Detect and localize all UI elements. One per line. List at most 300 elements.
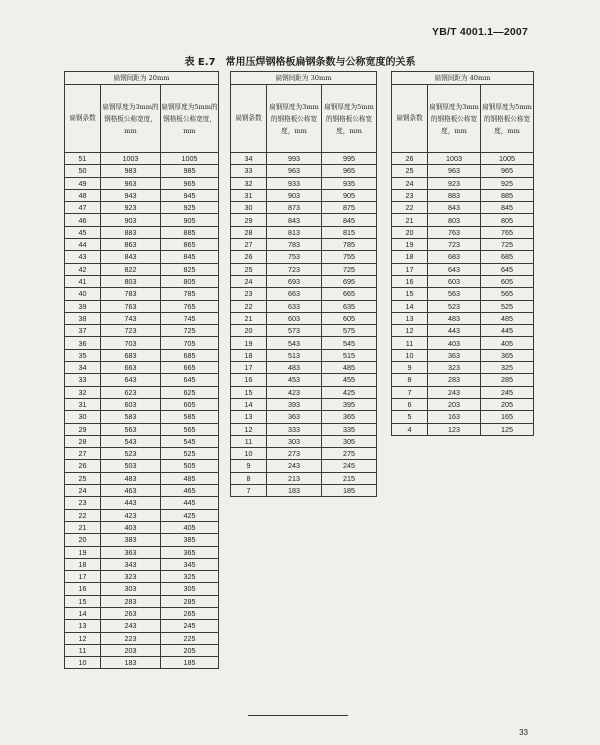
- width-5mm-cell: 725: [322, 263, 377, 275]
- table-row: [65, 251, 219, 263]
- width-3mm-cell: 263: [101, 607, 161, 619]
- table-row: [65, 288, 219, 300]
- width-5mm-cell: 215: [322, 472, 377, 484]
- count-cell: 16: [392, 275, 428, 287]
- table-row: [392, 300, 534, 312]
- width-5mm-cell: 525: [161, 448, 219, 460]
- width-5mm-cell: 805: [161, 275, 219, 287]
- width-5mm-cell: 665: [322, 288, 377, 300]
- width-5mm-cell: 275: [322, 448, 377, 460]
- table-row: [231, 337, 377, 349]
- width-5mm-cell: 405: [161, 521, 219, 533]
- width-3mm-cell: 903: [101, 214, 161, 226]
- table-row: [392, 177, 534, 189]
- width-5mm-cell: 405: [481, 337, 534, 349]
- table-row: [65, 485, 219, 497]
- count-cell: 17: [392, 263, 428, 275]
- count-cell: 51: [65, 153, 101, 165]
- width-3mm-cell: 1003: [428, 153, 481, 165]
- width-3mm-cell: 583: [101, 411, 161, 423]
- width-5mm-cell: 185: [322, 485, 377, 497]
- width-3mm-cell: 243: [428, 386, 481, 398]
- width-5mm-cell: 925: [481, 177, 534, 189]
- count-cell: 23: [231, 288, 267, 300]
- width-5mm-cell: 265: [161, 607, 219, 619]
- table-title: 常用压焊钢格板扁钢条数与公称宽度的关系: [225, 57, 416, 68]
- count-header: 扁钢条数: [231, 85, 267, 153]
- table-row: [231, 275, 377, 287]
- width-3mm-cell: 383: [101, 534, 161, 546]
- count-cell: 24: [392, 177, 428, 189]
- width-5mm-cell: 485: [481, 312, 534, 324]
- table-row: [231, 312, 377, 324]
- table-row: [65, 644, 219, 656]
- width-3mm-cell: 563: [101, 423, 161, 435]
- width-5mm-cell: 695: [322, 275, 377, 287]
- width-5mm-cell: 765: [481, 226, 534, 238]
- width-3mm-cell: 763: [428, 226, 481, 238]
- spacing-header: 扁钢间距为 40mm: [392, 72, 534, 85]
- width-5mm-cell: 605: [481, 275, 534, 287]
- count-cell: 20: [65, 534, 101, 546]
- width-3mm-cell: 163: [428, 411, 481, 423]
- table-row: [392, 251, 534, 263]
- count-cell: 44: [65, 239, 101, 251]
- width-5mm-cell: 805: [481, 214, 534, 226]
- width-5mm-cell: 485: [322, 362, 377, 374]
- table-row: [65, 534, 219, 546]
- width-3mm-cell: 423: [267, 386, 322, 398]
- table-row: [65, 202, 219, 214]
- table-row: [65, 571, 219, 583]
- table-row: [65, 398, 219, 410]
- count-cell: 19: [65, 546, 101, 558]
- width-3mm-cell: 723: [267, 263, 322, 275]
- table-row: [231, 214, 377, 226]
- count-cell: 17: [231, 362, 267, 374]
- count-cell: 9: [392, 362, 428, 374]
- width-3mm-cell: 203: [101, 644, 161, 656]
- width-5mm-cell: 745: [161, 312, 219, 324]
- width-5mm-cell: 885: [161, 226, 219, 238]
- count-cell: 16: [231, 374, 267, 386]
- count-cell: 22: [65, 509, 101, 521]
- table-row: [65, 153, 219, 165]
- table-row: [392, 398, 534, 410]
- count-cell: 20: [392, 226, 428, 238]
- count-cell: 19: [392, 239, 428, 251]
- width-3mm-cell: 1003: [101, 153, 161, 165]
- width-3mm-cell: 993: [267, 153, 322, 165]
- width-3mm-cell: 563: [428, 288, 481, 300]
- width-3mm-cell: 603: [101, 398, 161, 410]
- table-row: [392, 337, 534, 349]
- count-cell: 21: [392, 214, 428, 226]
- width-3mm-cell: 573: [267, 325, 322, 337]
- count-cell: 37: [65, 325, 101, 337]
- width-5mm-cell: 905: [322, 189, 377, 201]
- table-row: [65, 189, 219, 201]
- width-5mm-cell: 965: [161, 177, 219, 189]
- width-3mm-cell: 763: [101, 300, 161, 312]
- table-number: 表 E.7: [184, 57, 216, 68]
- width-3mm-cell: 363: [428, 349, 481, 361]
- width-5mm-cell: 285: [161, 595, 219, 607]
- width-5mm-cell: 935: [322, 177, 377, 189]
- width-5mm-cell: 425: [161, 509, 219, 521]
- count-cell: 25: [392, 165, 428, 177]
- width-5mm-cell: 645: [161, 374, 219, 386]
- width-3mm-cell: 243: [267, 460, 322, 472]
- width-5mm-cell: 465: [161, 485, 219, 497]
- table-row: [65, 263, 219, 275]
- table-row: [65, 583, 219, 595]
- width-3mm-cell: 843: [267, 214, 322, 226]
- table-row: [392, 214, 534, 226]
- width-3mm-cell: 393: [267, 398, 322, 410]
- width-3mm-cell: 223: [101, 632, 161, 644]
- width-3mm-cell: 463: [101, 485, 161, 497]
- table-row: [392, 202, 534, 214]
- count-cell: 39: [65, 300, 101, 312]
- count-cell: 23: [65, 497, 101, 509]
- width-3mm-cell: 903: [267, 189, 322, 201]
- width-5mm-cell: 945: [161, 189, 219, 201]
- width-3mm-cell: 523: [101, 448, 161, 460]
- table-row: [65, 460, 219, 472]
- table-row: [65, 312, 219, 324]
- count-cell: 18: [392, 251, 428, 263]
- width-5mm-header: 扁钢厚度为5mm的钢格板公称宽度，mm: [481, 85, 534, 153]
- width-3mm-cell: 123: [428, 423, 481, 435]
- count-cell: 30: [65, 411, 101, 423]
- count-cell: 28: [231, 226, 267, 238]
- table-row: [231, 435, 377, 447]
- count-cell: 18: [231, 349, 267, 361]
- width-3mm-cell: 963: [428, 165, 481, 177]
- footer-rule: [248, 715, 348, 716]
- width-3mm-cell: 203: [428, 398, 481, 410]
- width-3mm-cell: 643: [101, 374, 161, 386]
- width-5mm-cell: 365: [161, 546, 219, 558]
- width-3mm-cell: 513: [267, 349, 322, 361]
- table-row: [231, 472, 377, 484]
- width-5mm-cell: 965: [322, 165, 377, 177]
- width-3mm-cell: 963: [101, 177, 161, 189]
- count-cell: 26: [231, 251, 267, 263]
- width-3mm-cell: 483: [428, 312, 481, 324]
- count-cell: 43: [65, 251, 101, 263]
- width-3mm-cell: 243: [101, 620, 161, 632]
- count-cell: 14: [65, 607, 101, 619]
- count-cell: 29: [231, 214, 267, 226]
- count-cell: 14: [231, 398, 267, 410]
- table-row: [231, 288, 377, 300]
- table-row: [65, 214, 219, 226]
- count-cell: 26: [65, 460, 101, 472]
- width-3mm-cell: 303: [101, 583, 161, 595]
- width-5mm-cell: 325: [161, 571, 219, 583]
- table-spacing-40mm: [391, 71, 534, 436]
- width-5mm-cell: 225: [161, 632, 219, 644]
- width-5mm-cell: 925: [161, 202, 219, 214]
- table-row: [392, 226, 534, 238]
- width-3mm-cell: 663: [101, 362, 161, 374]
- width-5mm-cell: 245: [161, 620, 219, 632]
- width-5mm-header: 扁钢厚度为5mm的钢格板公称宽度，mm: [161, 85, 219, 153]
- width-3mm-cell: 543: [101, 435, 161, 447]
- count-cell: 42: [65, 263, 101, 275]
- width-5mm-cell: 825: [161, 263, 219, 275]
- table-row: [392, 275, 534, 287]
- width-3mm-cell: 303: [267, 435, 322, 447]
- width-3mm-cell: 693: [267, 275, 322, 287]
- width-5mm-cell: 565: [161, 423, 219, 435]
- count-cell: 7: [231, 485, 267, 497]
- width-3mm-cell: 283: [428, 374, 481, 386]
- table-row: [65, 657, 219, 669]
- width-3mm-cell: 873: [267, 202, 322, 214]
- count-cell: 22: [231, 300, 267, 312]
- table-row: [65, 177, 219, 189]
- width-5mm-cell: 1005: [161, 153, 219, 165]
- table-row: [392, 386, 534, 398]
- table-row: [231, 398, 377, 410]
- count-cell: 34: [231, 153, 267, 165]
- width-3mm-cell: 923: [101, 202, 161, 214]
- count-cell: 19: [231, 337, 267, 349]
- table-row: [231, 165, 377, 177]
- width-3mm-cell: 963: [267, 165, 322, 177]
- width-5mm-cell: 905: [161, 214, 219, 226]
- width-3mm-cell: 843: [101, 251, 161, 263]
- table-row: [231, 239, 377, 251]
- count-cell: 13: [392, 312, 428, 324]
- table-row: [65, 325, 219, 337]
- spacing-header: 扁钢间距为 20mm: [65, 72, 219, 85]
- count-cell: 40: [65, 288, 101, 300]
- table-row: [392, 165, 534, 177]
- table-row: [231, 153, 377, 165]
- count-cell: 11: [65, 644, 101, 656]
- count-cell: 21: [231, 312, 267, 324]
- width-3mm-cell: 683: [428, 251, 481, 263]
- width-5mm-cell: 845: [481, 202, 534, 214]
- table-row: [65, 300, 219, 312]
- width-5mm-cell: 565: [481, 288, 534, 300]
- table-row: [65, 226, 219, 238]
- table-row: [231, 226, 377, 238]
- table-row: [231, 325, 377, 337]
- count-cell: 49: [65, 177, 101, 189]
- table-row: [392, 239, 534, 251]
- table-row: [392, 325, 534, 337]
- count-cell: 32: [65, 386, 101, 398]
- page-number: 33: [519, 728, 528, 737]
- width-3mm-cell: 883: [101, 226, 161, 238]
- count-cell: 14: [392, 300, 428, 312]
- table-row: [65, 386, 219, 398]
- table-row: [65, 423, 219, 435]
- width-5mm-cell: 245: [481, 386, 534, 398]
- width-3mm-cell: 783: [267, 239, 322, 251]
- count-cell: 26: [392, 153, 428, 165]
- table-spacing-20mm: [64, 71, 219, 669]
- count-cell: 15: [231, 386, 267, 398]
- count-header: 扁钢条数: [392, 85, 428, 153]
- width-5mm-cell: 685: [161, 349, 219, 361]
- width-3mm-cell: 483: [267, 362, 322, 374]
- count-cell: 12: [392, 325, 428, 337]
- table-row: [392, 374, 534, 386]
- width-5mm-cell: 725: [161, 325, 219, 337]
- table-row: [65, 509, 219, 521]
- table-row: [65, 472, 219, 484]
- width-5mm-cell: 165: [481, 411, 534, 423]
- count-cell: 29: [65, 423, 101, 435]
- width-3mm-cell: 983: [101, 165, 161, 177]
- width-3mm-cell: 543: [267, 337, 322, 349]
- table-caption: [0, 53, 600, 68]
- width-3mm-cell: 643: [428, 263, 481, 275]
- count-header: 扁钢条数: [65, 85, 101, 153]
- table-row: [65, 165, 219, 177]
- count-cell: 10: [65, 657, 101, 669]
- width-3mm-cell: 703: [101, 337, 161, 349]
- table-row: [392, 423, 534, 435]
- count-cell: 36: [65, 337, 101, 349]
- count-cell: 11: [392, 337, 428, 349]
- width-3mm-cell: 363: [101, 546, 161, 558]
- width-5mm-cell: 335: [322, 423, 377, 435]
- width-5mm-cell: 725: [481, 239, 534, 251]
- width-5mm-cell: 625: [161, 386, 219, 398]
- width-5mm-cell: 645: [481, 263, 534, 275]
- width-3mm-cell: 343: [101, 558, 161, 570]
- count-cell: 47: [65, 202, 101, 214]
- width-3mm-cell: 623: [101, 386, 161, 398]
- table-row: [392, 263, 534, 275]
- table-row: [65, 411, 219, 423]
- width-5mm-cell: 605: [322, 312, 377, 324]
- table-row: [231, 300, 377, 312]
- width-3mm-cell: 273: [267, 448, 322, 460]
- width-5mm-cell: 205: [481, 398, 534, 410]
- table-body: [231, 153, 377, 497]
- count-cell: 48: [65, 189, 101, 201]
- count-cell: 24: [231, 275, 267, 287]
- width-5mm-cell: 455: [322, 374, 377, 386]
- count-cell: 10: [392, 349, 428, 361]
- width-5mm-cell: 575: [322, 325, 377, 337]
- width-5mm-cell: 685: [481, 251, 534, 263]
- width-5mm-cell: 785: [161, 288, 219, 300]
- count-cell: 7: [392, 386, 428, 398]
- count-cell: 16: [65, 583, 101, 595]
- table-row: [65, 632, 219, 644]
- count-cell: 8: [392, 374, 428, 386]
- count-cell: 23: [392, 189, 428, 201]
- count-cell: 34: [65, 362, 101, 374]
- width-3mm-cell: 633: [267, 300, 322, 312]
- count-cell: 31: [231, 189, 267, 201]
- width-3mm-cell: 933: [267, 177, 322, 189]
- table-row: [65, 595, 219, 607]
- count-cell: 32: [231, 177, 267, 189]
- table-row: [65, 521, 219, 533]
- count-cell: 35: [65, 349, 101, 361]
- table-row: [65, 497, 219, 509]
- width-5mm-cell: 635: [322, 300, 377, 312]
- width-3mm-cell: 453: [267, 374, 322, 386]
- table-row: [65, 558, 219, 570]
- table-row: [65, 607, 219, 619]
- count-cell: 30: [231, 202, 267, 214]
- width-3mm-cell: 863: [101, 239, 161, 251]
- count-cell: 28: [65, 435, 101, 447]
- table-row: [231, 251, 377, 263]
- width-5mm-cell: 585: [161, 411, 219, 423]
- width-5mm-cell: 445: [481, 325, 534, 337]
- count-cell: 15: [392, 288, 428, 300]
- count-cell: 9: [231, 460, 267, 472]
- width-3mm-cell: 403: [101, 521, 161, 533]
- count-cell: 18: [65, 558, 101, 570]
- table-row: [231, 177, 377, 189]
- width-5mm-cell: 345: [161, 558, 219, 570]
- width-5mm-cell: 325: [481, 362, 534, 374]
- width-5mm-cell: 845: [322, 214, 377, 226]
- width-5mm-cell: 545: [322, 337, 377, 349]
- width-3mm-cell: 523: [428, 300, 481, 312]
- count-cell: 50: [65, 165, 101, 177]
- table-row: [65, 362, 219, 374]
- table-row: [392, 349, 534, 361]
- count-cell: 4: [392, 423, 428, 435]
- width-3mm-cell: 883: [428, 189, 481, 201]
- width-3mm-cell: 723: [101, 325, 161, 337]
- table-row: [65, 239, 219, 251]
- table-row: [231, 460, 377, 472]
- count-cell: 10: [231, 448, 267, 460]
- width-3mm-cell: 603: [428, 275, 481, 287]
- width-5mm-cell: 525: [481, 300, 534, 312]
- width-3mm-header: 扁钢厚度为3mm的钢格板公称宽度，mm: [101, 85, 161, 153]
- width-3mm-cell: 183: [101, 657, 161, 669]
- count-cell: 24: [65, 485, 101, 497]
- count-cell: 41: [65, 275, 101, 287]
- width-5mm-cell: 885: [481, 189, 534, 201]
- width-3mm-cell: 723: [428, 239, 481, 251]
- table-row: [392, 288, 534, 300]
- width-3mm-cell: 443: [101, 497, 161, 509]
- width-5mm-cell: 385: [161, 534, 219, 546]
- table-row: [231, 362, 377, 374]
- table-spacing-30mm: [230, 71, 377, 497]
- table-row: [65, 349, 219, 361]
- width-3mm-cell: 283: [101, 595, 161, 607]
- count-cell: 21: [65, 521, 101, 533]
- count-cell: 38: [65, 312, 101, 324]
- width-5mm-cell: 705: [161, 337, 219, 349]
- count-cell: 5: [392, 411, 428, 423]
- table-row: [65, 275, 219, 287]
- width-5mm-cell: 515: [322, 349, 377, 361]
- table-row: [392, 153, 534, 165]
- width-5mm-cell: 425: [322, 386, 377, 398]
- table-row: [392, 362, 534, 374]
- width-3mm-cell: 603: [267, 312, 322, 324]
